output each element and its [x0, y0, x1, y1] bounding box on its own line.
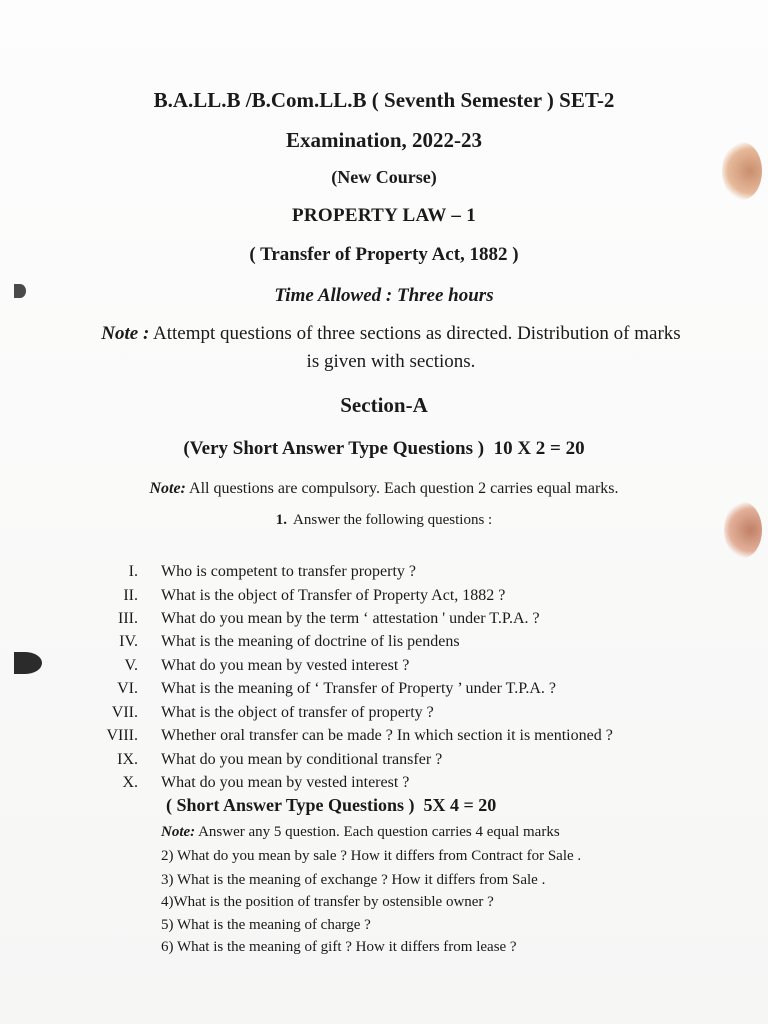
section-a-type: (Very Short Answer Type Questions ) 10 X 2 = 20 — [183, 438, 585, 459]
finger-shadow-right-mid — [724, 502, 762, 558]
list-item: 3) What is the meaning of exchange ? How it differs from Sale . — [161, 872, 546, 888]
note-label: Note : — [101, 323, 150, 344]
note-text: Attempt questions of three sections as directed. Distribution of marks is given with sections. — [153, 323, 681, 372]
question-1-prompt: 1. Answer the following questions : — [275, 512, 493, 528]
time-allowed: Time Allowed : Three hours — [274, 285, 494, 306]
list-item: 5) What is the meaning of charge ? — [161, 917, 371, 933]
section-a-heading: Section-A — [340, 393, 428, 417]
list-item: 6) What is the meaning of gift ? How it differs from lease ? — [161, 939, 517, 955]
section-b-type: ( Short Answer Type Questions ) 5X 4 = 20 — [166, 795, 497, 815]
subject-title: PROPERTY LAW – 1 — [291, 205, 477, 226]
course-title: B.A.LL.B /B.Com.LL.B ( Seventh Semester ) SET-2 — [153, 88, 615, 112]
course-type: (New Course) — [331, 167, 437, 187]
general-note — [96, 320, 686, 376]
section-b-note: Note: Answer any 5 question. Each question carries 4 equal marks — [161, 824, 560, 840]
exam-year: Examination, 2022-23 — [285, 128, 482, 152]
list-item: 2) What do you mean by sale ? How it differs from Contract for Sale . — [161, 848, 582, 864]
binder-hole-mid — [14, 652, 42, 674]
exam-paper: B.A.LL.B /B.Com.LL.B ( Seventh Semester ) SET-2 Examination, 2022-23 (New Course) PROPERTY LAW – 1 ( Transfer of Property Act, 1882 ) Time Allowed : Three hours Note : Attempt questions of three sections as directed. Distribution of marks is given with sections. Section-A (Very Short Answer Type Questions ) 10 X 2 = 20 Note: All questions are compulsory. Each question 2 carries equal marks. 1. Answer the following questions : I. Who is competent to transfer property ? II. What is the object of Transfer of Property Act, 1882 ? III. What do you mean by the term ‘ attestation ' under T.P.A. ? IV. What is the meaning of doctrine of lis pendens V. What do you mean by vested interest ? VI. What is the meaning of ‘ Transfer of Property ’ under T.P.A. ? VII. What is the object of transfer of property ? VIII. Whether oral transfer can be made ? In which section it is mentioned ? IX. What do you mean by conditional transfer ? X. What do you mean by vested interest ? ( Short Answer Type Questions ) 5X 4 = 20 Note: Answer any 5 question. Each question carries 4 equal marks 2) What do you mean by sale ? How it differs from Contract for Sale . 3) What is the meaning of exchange ? How it differs from Sale . 4)What is the position of transfer by ostensible owner ? 5) What is the meaning of charge ? 6) What is the meaning of gift ? How it differs from lease ? — [0, 0, 768, 1024]
list-item: 4)What is the position of transfer by ostensible owner ? — [161, 894, 494, 910]
act-title: ( Transfer of Property Act, 1882 ) — [249, 244, 519, 265]
section-a-note: Note: All questions are compulsory. Each question 2 carries equal marks. — [149, 480, 619, 497]
